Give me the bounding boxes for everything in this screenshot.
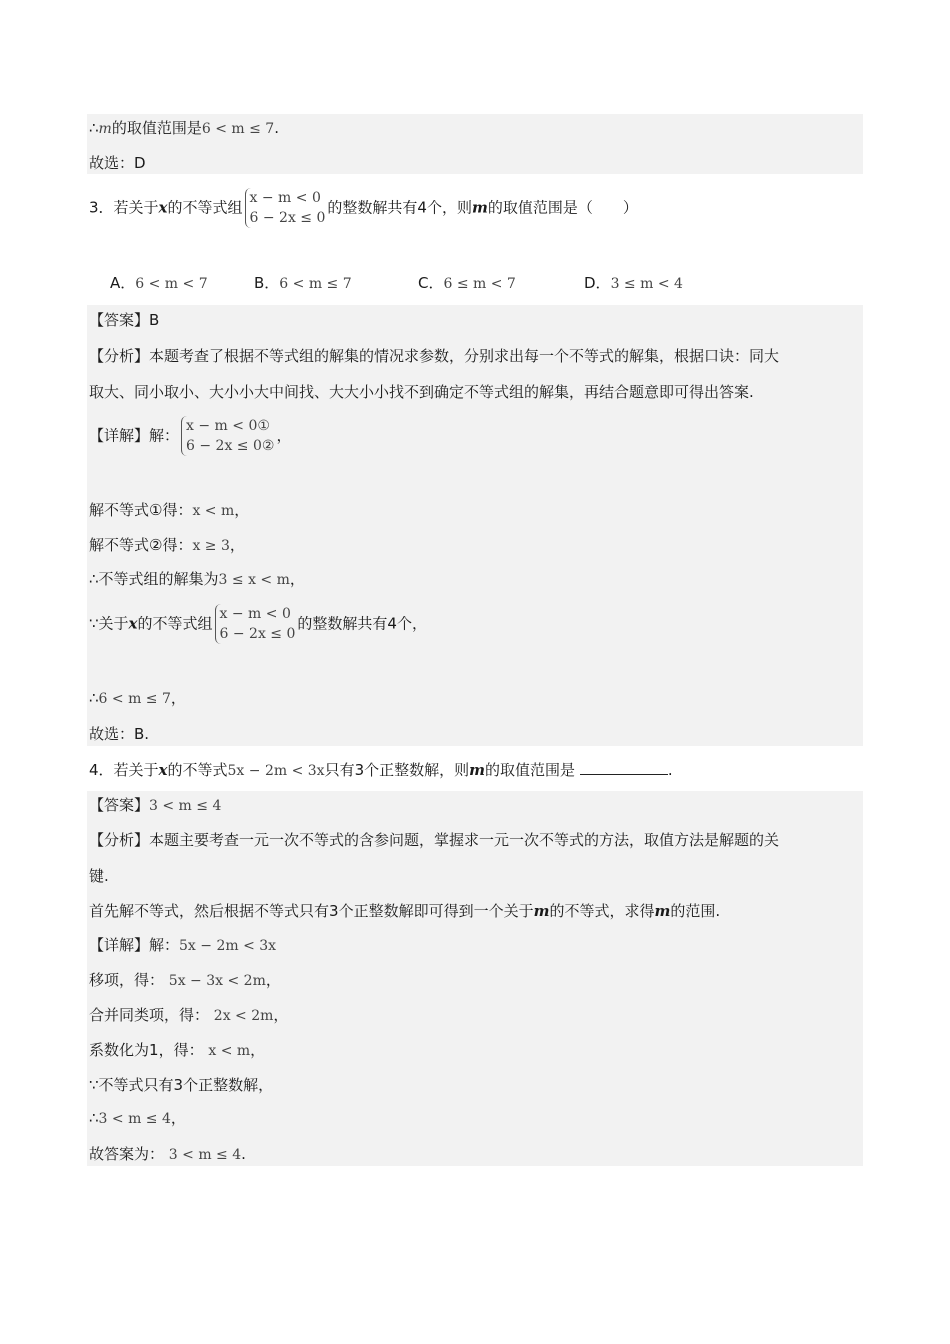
q3-because: ∵关于x的不等式组 x − m < 0 6 − 2x ≤ 0 的整数解共有4个，	[89, 606, 427, 642]
q3-analysis-1: 【分析】本题考查了根据不等式组的解集的情况求参数，分别求出每一个不等式的解集，根据口诀：同大	[89, 347, 780, 365]
q3-solution-block	[87, 305, 863, 746]
q4-analysis-3: 首先解不等式，然后根据不等式只有3个正整数解即可得到一个关于m的不等式，求得m的范围.	[89, 902, 721, 920]
q4-step-2: 合并同类项，得： 2x < 2m，	[89, 1006, 289, 1024]
option-a[interactable]: A．6 < m < 7	[110, 274, 208, 292]
option-b[interactable]: B．6 < m ≤ 7	[254, 274, 352, 292]
q4-stem: 4．若关于x的不等式5x − 2m < 3x只有3个正整数解，则m的取值范围是 .	[89, 761, 673, 779]
q4-detail: 【详解】解：5x − 2m < 3x	[89, 936, 277, 954]
q4-step-3: 系数化为1，得： x < m，	[89, 1041, 266, 1059]
q3-analysis-2: 取大、同小取小、大小小大中间找、大大小小找不到确定不等式组的解集，再结合题意即可得出答案.	[89, 383, 754, 401]
q3-detail-system: x − m < 0① 6 − 2x ≤ 0②	[181, 416, 274, 456]
option-d[interactable]: D．3 ≤ m < 4	[584, 274, 683, 292]
q4-step-1: 移项，得： 5x − 3x < 2m，	[89, 971, 281, 989]
q3-because-system: x − m < 0 6 − 2x ≤ 0	[215, 604, 296, 644]
q4-final: 故答案为： 3 < m ≤ 4.	[89, 1145, 246, 1163]
answer-blank[interactable]	[580, 760, 668, 775]
q3-step-3: ∴不等式组的解集为3 ≤ x < m，	[89, 570, 305, 588]
q4-step-4: ∵不等式只有3个正整数解，	[89, 1076, 274, 1094]
q3-stem: 3．若关于x的不等式组 x − m < 0 6 − 2x ≤ 0 的整数解共有4个，则m的取值范围是（ ）	[89, 190, 638, 226]
q3-choice: 故选：B.	[89, 725, 150, 743]
q3-answer: 【答案】B	[89, 311, 160, 329]
prev-conclusion: ∴m的取值范围是6 < m ≤ 7.	[89, 119, 279, 137]
q3-system: x − m < 0 6 − 2x ≤ 0	[245, 188, 326, 228]
q4-answer: 【答案】3 < m ≤ 4	[89, 796, 222, 814]
q3-step-2: 解不等式②得：x ≥ 3，	[89, 536, 245, 554]
prev-choice: 故选：D	[89, 154, 146, 172]
q4-analysis-1: 【分析】本题主要考查一元一次不等式的含参问题，掌握求一元一次不等式的方法，取值方法是解题的关	[89, 831, 780, 849]
q4-step-5: ∴3 < m ≤ 4，	[89, 1109, 186, 1127]
q3-step-1: 解不等式①得：x < m，	[89, 501, 250, 519]
q3-therefore: ∴6 < m ≤ 7，	[89, 689, 186, 707]
q3-detail: 【详解】解： x − m < 0① 6 − 2x ≤ 0② ，	[89, 418, 292, 454]
q4-analysis-2: 键.	[89, 867, 109, 885]
option-c[interactable]: C．6 ≤ m < 7	[418, 274, 516, 292]
